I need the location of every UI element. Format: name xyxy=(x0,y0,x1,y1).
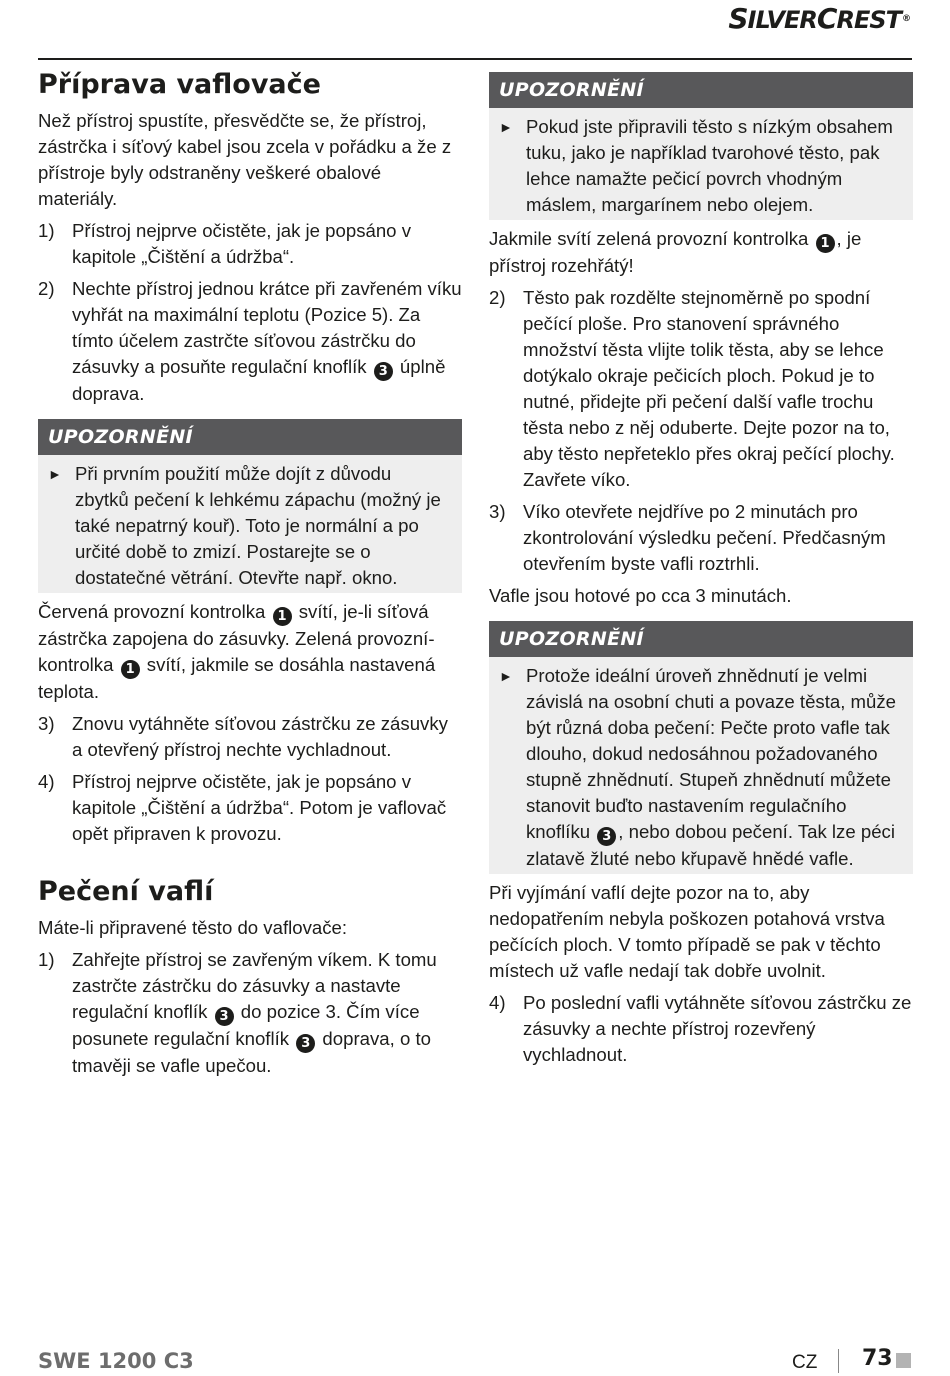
step-text: Těsto pak rozdělte stejnoměrně po spodní pečící ploše. Pro stanovení správného množství těsta vlijte tolik těsta, aby se lehce dotýkalo okraje pečicích ploch. Pokud je to nutné, přidejte při pečení další vafle trochu těsta nebo z něj oduberte. Dejte pozor na to, aby těsto nepřeteklo přes okraj pečící plochy. Zavřete víko. xyxy=(523,287,895,490)
footer-divider xyxy=(838,1349,839,1373)
step-item xyxy=(38,276,462,407)
step-item xyxy=(489,990,913,1068)
lamp-number-badge: 1 xyxy=(121,660,140,679)
removal-paragraph: Při vyjímání vaflí dejte pozor na to, aby nedopatřením nebyla poškozen potahová vrstva pečících ploch. V tomto případě se pak v těchto místech už vafle nedají tak dobře uvolnit. xyxy=(489,882,885,981)
step-number: 4) xyxy=(38,771,55,792)
step-text: Přístroj nejprve očistěte, jak je popsáno v kapitole „Čištění a údržba“. Potom je vaflovač opět připraven k provozu. xyxy=(72,771,447,844)
green-lamp-paragraph: Jakmile svítí zelená provozní kontrolka 1 , je přístroj rozehřátý! xyxy=(489,228,862,276)
arrow-bullet-icon: ► xyxy=(499,119,513,135)
done-paragraph: Vafle jsou hotové po cca 3 minutách. xyxy=(489,585,792,606)
section-title-baking: Pečení vaflí xyxy=(38,876,214,907)
header-rule xyxy=(38,58,912,60)
intro-paragraph: Než přístroj spustíte, přesvědčte se, že přístroj, zástrčka i síťový kabel jsou zcela v pořádku a že z přístroje byly odstraněny veškeré obalové materiály. xyxy=(38,110,452,209)
step-item xyxy=(38,711,462,763)
arrow-bullet-icon: ► xyxy=(499,668,513,684)
warning-heading: UPOZORNĚNÍ xyxy=(38,419,462,455)
step-item xyxy=(489,285,913,493)
baking-intro: Máte-li připravené těsto do vaflovače: xyxy=(38,917,348,938)
step-number: 2) xyxy=(489,287,506,308)
warning-box xyxy=(489,72,913,220)
left-column xyxy=(38,68,462,1085)
step-number: 3) xyxy=(38,713,55,734)
arrow-bullet-icon: ► xyxy=(48,466,62,482)
warning-text: Protože ideální úroveň zhnědnutí je velmi závislá na osobní chuti a povaze těsta, může být různá doba pečení: Pečte proto vafle tak dlouho, dokud nedosáhnou požadovaného stupně zhnědnutí. Stupeň zhnědnutí můžete stanovit buďto nastavením regulačního knoflíku 3 , nebo dobou pečení. Tak lze péci zlatavě žluté nebo křupavě hnědé vafle. xyxy=(526,665,897,869)
step-item xyxy=(38,218,462,270)
step-text: Víko otevřete nejdříve po 2 minutách pro zkontrolování výsledku pečení. Předčasným otevřením byste vafli roztrhli. xyxy=(523,501,886,574)
step-text: Znovu vytáhněte síťovou zástrčku ze zásuvky a otevřený přístroj nechte vychladnout. xyxy=(72,713,448,760)
right-column xyxy=(489,72,913,1074)
step-text: Nechte přístroj jednou krátce při zavřeném víku vyhřát na maximální teplotu (Pozice 5). Za tímto účelem zastrčte síťovou zástrčku do zásuvky a posuňte regulační knoflík 3 úplně doprava. xyxy=(72,278,462,404)
knob-number-badge: 3 xyxy=(215,1007,234,1026)
step-text: Po poslední vafli vytáhněte síťovou zástrčku ze zásuvky a nechte přístroj rozevřený vychladnout. xyxy=(523,992,912,1065)
warning-heading: UPOZORNĚNÍ xyxy=(489,621,913,657)
footer-square-icon xyxy=(896,1353,911,1368)
knob-number-badge: 3 xyxy=(597,827,616,846)
lamp-number-badge: 1 xyxy=(273,607,292,626)
section-title-preparation: Příprava vaflovače xyxy=(38,69,321,100)
step-number: 3) xyxy=(489,501,506,522)
step-item xyxy=(489,499,913,577)
step-number: 1) xyxy=(38,949,55,970)
warning-box xyxy=(38,419,462,593)
knob-number-badge: 3 xyxy=(296,1034,315,1053)
step-item xyxy=(38,947,462,1079)
warning-box xyxy=(489,621,913,874)
step-number: 4) xyxy=(489,992,506,1013)
step-number: 1) xyxy=(38,220,55,241)
step-item xyxy=(38,769,462,847)
warning-text: Při prvním použití může dojít z důvodu zbytků pečení k lehkému zápachu (možný je také nepatrný kouř). Toto je normální a po určité době to zmizí. Postarejte se o dostatečné větrání. Otevřte např. okno. xyxy=(75,463,441,588)
step-number: 2) xyxy=(38,278,55,299)
lamp-number-badge: 1 xyxy=(816,234,835,253)
warning-text: Pokud jste připravili těsto s nízkým obsahem tuku, jako je například tvarohové těsto, pak lehce namažte pečicí povrch vhodným máslem, margarínem nebo olejem. xyxy=(526,116,893,215)
step-text: Přístroj nejprve očistěte, jak je popsáno v kapitole „Čištění a údržba“. xyxy=(72,220,411,267)
footer-page-number: 73 xyxy=(862,1346,893,1371)
lamp-paragraph: Červená provozní kontrolka 1 svítí, je-li síťová zástrčka zapojena do zásuvky. Zelená provozní-kontrolka 1 svítí, jakmile se dosáhla nastavená teplota. xyxy=(38,601,436,702)
footer-model-number: SWE 1200 C3 xyxy=(38,1349,194,1373)
footer-language-code: CZ xyxy=(792,1352,818,1373)
warning-heading: UPOZORNĚNÍ xyxy=(489,72,913,108)
brand-logo: SILVERCREST® xyxy=(728,2,910,35)
step-text: Zahřejte přístroj se zavřeným víkem. K tomu zastrčte zástrčku do zásuvky a nastavte regulační knoflík 3 do pozice 3. Čím více posunete regulační knoflík 3 doprava, o to tmavěji se vafle upečou. xyxy=(72,949,437,1076)
knob-number-badge: 3 xyxy=(374,362,393,381)
